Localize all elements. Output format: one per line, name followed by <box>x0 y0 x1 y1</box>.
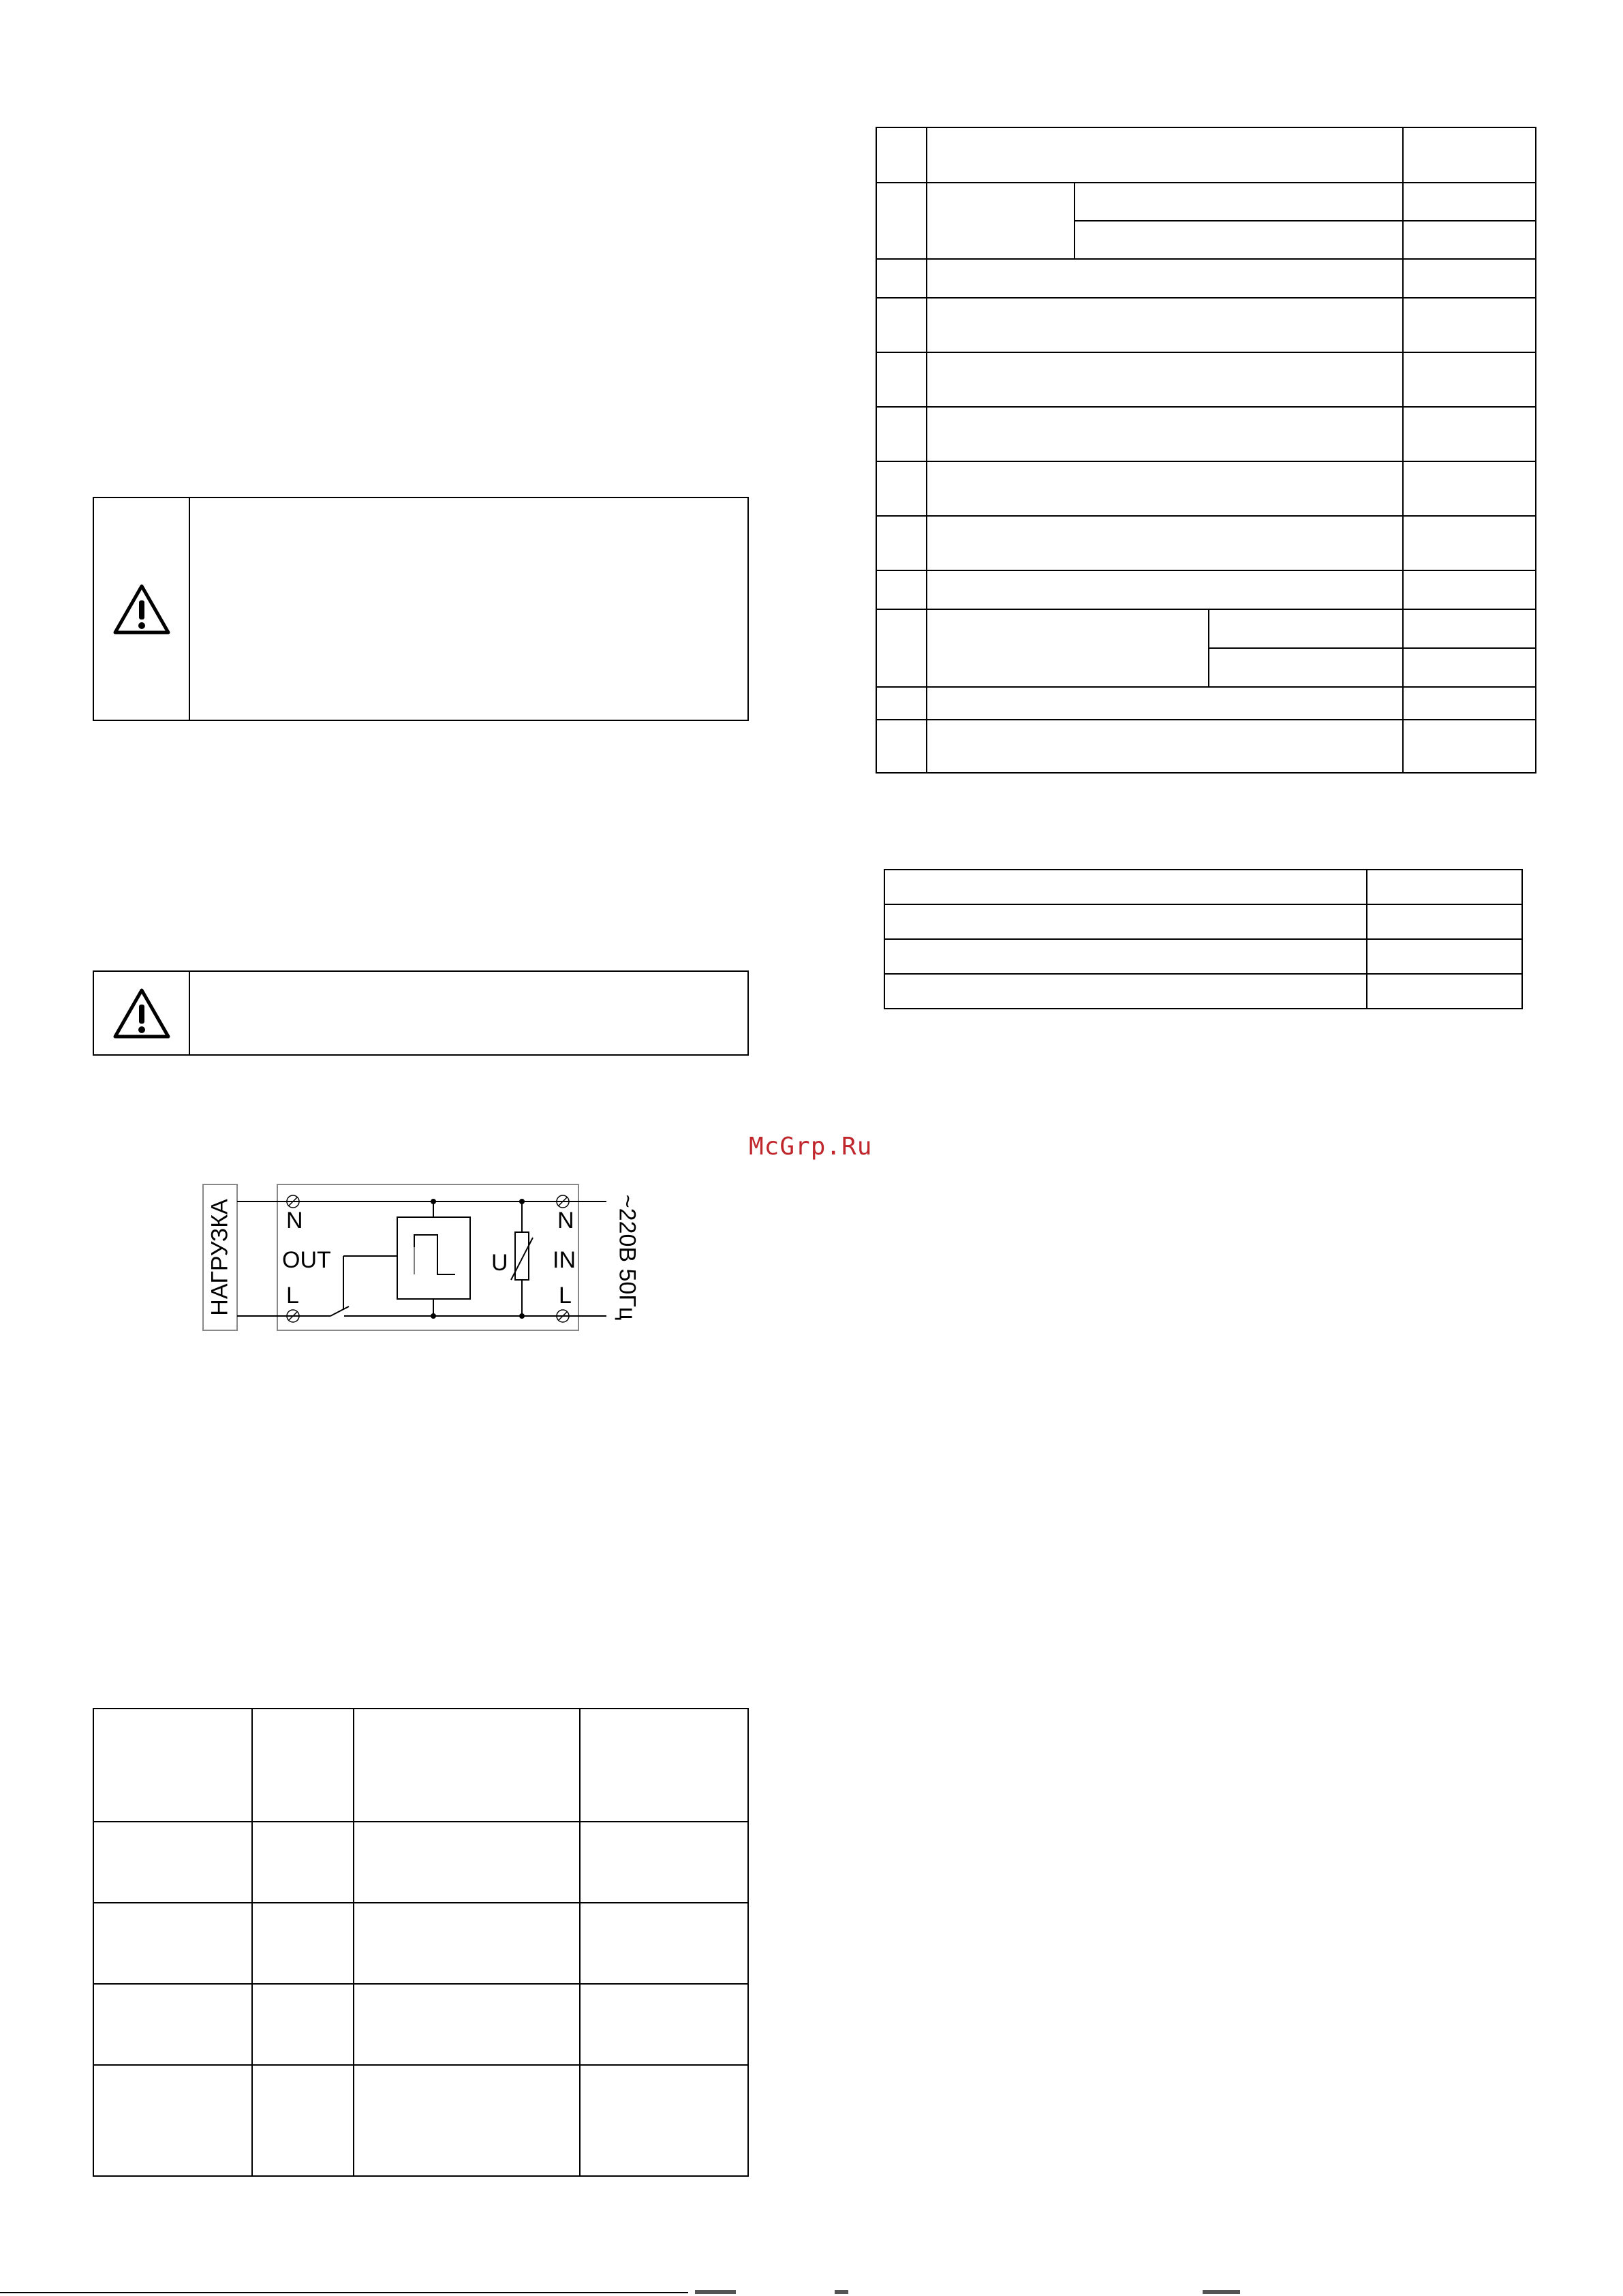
varistor-label: U <box>491 1250 508 1276</box>
in-n-label: N <box>557 1208 574 1234</box>
warning-triangle-icon <box>111 582 172 637</box>
supply-label: ~220В 50Гц <box>614 1194 640 1321</box>
watermark: McGrp.Ru <box>749 1133 873 1161</box>
warning-box-2 <box>93 970 749 1056</box>
warning-icon-cell <box>94 972 190 1054</box>
out-l-label: L <box>286 1283 299 1308</box>
wiring-diagram-lines <box>198 1179 647 1336</box>
out-label: OUT <box>282 1247 331 1273</box>
bottom-mark <box>695 2290 736 2294</box>
out-n-label: N <box>286 1208 303 1234</box>
warning-box-1 <box>93 497 749 721</box>
warning-icon-cell <box>94 498 190 720</box>
warning-triangle-icon <box>111 986 172 1041</box>
bottom-mark <box>835 2290 848 2294</box>
bottom-rule <box>0 2292 688 2293</box>
wiring-diagram <box>198 1179 647 1336</box>
in-label: IN <box>553 1247 576 1273</box>
small-table <box>884 869 1523 1009</box>
spec-table <box>876 127 1536 774</box>
bottom-mark <box>1203 2290 1240 2294</box>
in-l-label: L <box>559 1283 572 1308</box>
load-label: НАГРУЗКА <box>206 1199 233 1316</box>
bottom-table <box>93 1708 749 2177</box>
